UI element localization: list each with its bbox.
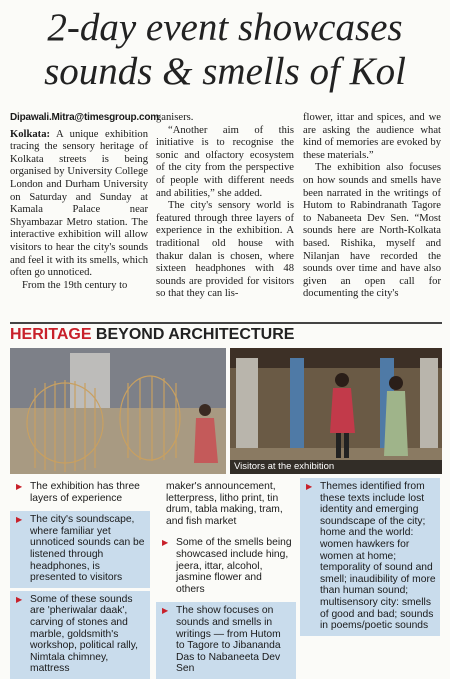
section-heading-black: BEYOND ARCHITECTURE <box>91 326 295 343</box>
article-paragraph: The city's sensory world is featured through three layers of experience in the exhibition. A traditional old house with thakur dalan is chosen, where sixteen headphones with 48 sounds are provided for visitors so that they can lis- <box>156 200 294 300</box>
bullet-item: ▶ The exhibition has three layers of experience <box>10 478 150 508</box>
bullet-column-2 <box>156 478 296 675</box>
article-paragraph: ganisers. <box>156 112 194 123</box>
cage-installation-image <box>10 348 226 474</box>
exhibition-photo-cage <box>10 348 226 474</box>
bullet-column-3 <box>300 478 440 638</box>
bullet-item: ▶ Themes identified from these texts include lost identity and emerging soundscape of the city; home and the world: women hawkers for women at home; temporality of sound and smell; inaudibility of more than human sound; multisensory city: smells of good and bad; sounds in poems/poetic sounds <box>300 478 440 636</box>
article-paragraph: “Another aim of this initiative is to recognise the sonic and olfactory ecosystem of the city from the perspective of people with different needs and abilities,” she added. <box>156 124 294 199</box>
article-column-3 <box>303 112 441 322</box>
photo-caption: Visitors at the exhibition <box>230 460 442 474</box>
bullet-item-continued: maker's announcement, letterpress, litho print, tin drum, tabla making, tram, and fish market <box>166 481 283 527</box>
bullet-item: ▶ The show focuses on sounds and smells in writings — from Hutom to Tagore to Jibananda Das to Nabaneeta Dev Sen <box>156 602 296 679</box>
headline <box>0 6 450 94</box>
dateline: Kolkata: <box>10 128 51 140</box>
article-paragraph: The exhibition also focuses on how sounds and smells have been narrated in the writings of Hutom to Rabindranath Tagore to Nabaneeta Dev Sen. “Most sounds here are North-Kolkata based. Rishika, myself and Nilanjan have recorded the sounds over time and have also given an open call for documenting the city's <box>303 162 441 300</box>
article-paragraph: From the 19th century to <box>22 279 128 291</box>
headline-line-2: sounds & smells of Kol <box>44 50 406 93</box>
bullet-item: ▶ Some of the smells being showcased include hing, jeera, ittar, alcohol, jasmine flower and others <box>156 534 296 599</box>
exhibition-photo-visitors <box>230 348 442 474</box>
bullet-item: ▶ The city's soundscape, where familiar yet unnoticed sounds can be listened through headphones, is presented to visitors <box>10 511 150 588</box>
article-body <box>10 112 442 322</box>
bullet-item: ▶ Some of these sounds are 'pheriwalar daak', carving of stones and marble, goldsmith's workshop, political rally, Nimtala chimney, mattress <box>10 591 150 679</box>
byline[interactable]: Dipawali.Mitra@timesgroup.com <box>10 112 159 123</box>
article-column-2 <box>156 112 294 322</box>
article-column-1 <box>10 112 159 322</box>
section-heading <box>10 322 442 344</box>
bullet-column-1 <box>10 478 150 675</box>
visitors-image <box>230 348 442 474</box>
article-paragraph: flower, ittar and spices, and we are asking the audience what kind of memories are evoked by these materials.” <box>303 112 441 161</box>
section-heading-red: HERITAGE <box>10 326 92 343</box>
paragraph-text: A unique exhibition tracing the sensory heritage of Kolkata streets is being organised by University College London and Durham University on Saturday and Sunday at Kamala Palace near Shyambazar Metro station. The interactive exhibition will allow visitors to hear the city's sounds and feel it with its smells, which often go unnoticed. <box>10 128 148 279</box>
article-paragraph <box>10 129 148 280</box>
headline-line-1: 2-day event showcases <box>47 6 403 49</box>
